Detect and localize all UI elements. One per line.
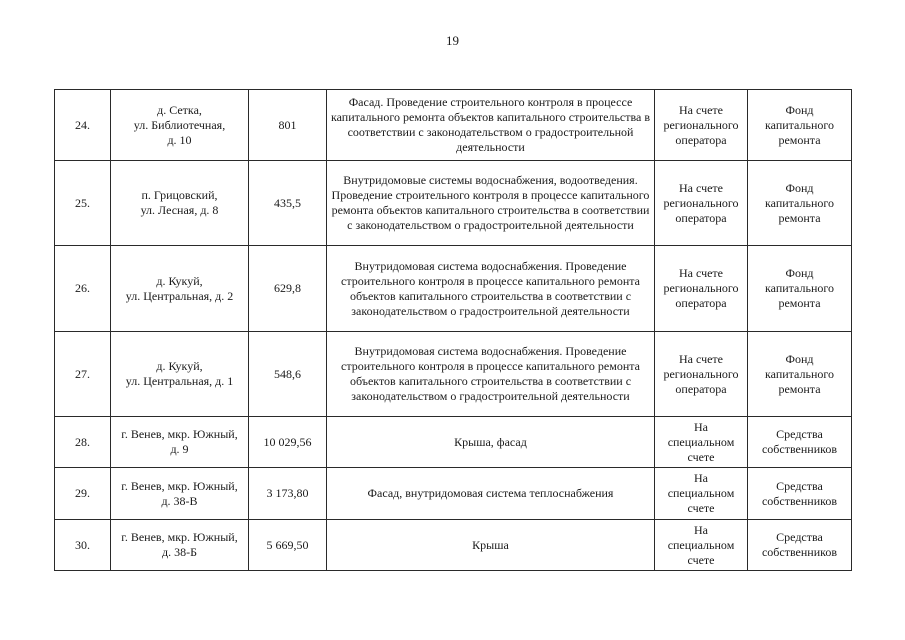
works-cell: Внутридомовые системы водоснабжения, водоотведения. Проведение строительного контроля в процессе капитального ремонта объектов капитального строительства в соответствии с законодательством о градостроительной деятельности <box>327 161 655 246</box>
row-number: 27. <box>55 332 111 417</box>
address-text: г. Венев, мкр. Южный, д. 9 <box>121 427 238 456</box>
area-cell: 10 029,56 <box>249 417 327 468</box>
account-cell <box>655 90 748 161</box>
row-number: 26. <box>55 246 111 332</box>
row-number: 30. <box>55 520 111 571</box>
address-text: г. Венев, мкр. Южный, д. 38-Б <box>121 530 238 559</box>
fund-cell <box>748 161 852 246</box>
account-cell <box>655 468 748 520</box>
account-text: На счете регионального оператора <box>663 351 739 396</box>
table-row <box>55 90 852 161</box>
account-text: На счете регионального оператора <box>663 266 739 310</box>
area-cell: 435,5 <box>249 161 327 246</box>
area-cell: 801 <box>249 90 327 161</box>
address-cell <box>111 417 249 468</box>
address-text: п. Грицовский, ул. Лесная, д. 8 <box>140 188 219 217</box>
fund-cell <box>748 468 852 520</box>
works-cell: Внутридомовая система водоснабжения. Проведение строительного контроля в процессе капитального ремонта объектов капитального строительства в соответствии с законодательством о градостроительной деятельности <box>327 332 655 417</box>
row-number: 29. <box>55 468 111 520</box>
account-text: На специальном счете <box>667 471 735 515</box>
row-number: 24. <box>55 90 111 161</box>
fund-cell <box>748 90 852 161</box>
account-cell <box>655 417 748 468</box>
table-row <box>55 246 852 332</box>
account-cell <box>655 520 748 571</box>
address-cell <box>111 90 249 161</box>
fund-text: Фонд капитального ремонта <box>765 266 834 310</box>
fund-cell <box>748 332 852 417</box>
account-text: На специальном счете <box>667 522 735 567</box>
table-row <box>55 417 852 468</box>
account-cell <box>655 246 748 332</box>
address-cell <box>111 332 249 417</box>
fund-text: Фонд капитального ремонта <box>765 102 834 147</box>
table-row <box>55 332 852 417</box>
table-row <box>55 161 852 246</box>
row-number: 25. <box>55 161 111 246</box>
address-text: д. Сетка, ул. Библиотечная, д. 10 <box>133 102 226 147</box>
address-text: г. Венев, мкр. Южный, д. 38-В <box>121 478 238 508</box>
fund-text: Средства собственников <box>761 478 838 508</box>
works-table <box>54 89 852 571</box>
area-cell: 548,6 <box>249 332 327 417</box>
address-cell <box>111 246 249 332</box>
account-cell <box>655 332 748 417</box>
fund-text: Фонд капитального ремонта <box>765 351 834 396</box>
address-cell <box>111 520 249 571</box>
table-row <box>55 520 852 571</box>
table-row <box>55 468 852 520</box>
works-cell: Фасад. Проведение строительного контроля в процессе капитального ремонта объектов капитального строительства в соответствии с законодательством о градостроительной деятельности <box>327 90 655 161</box>
account-cell <box>655 161 748 246</box>
address-cell <box>111 468 249 520</box>
fund-text: Средства собственников <box>761 530 838 559</box>
area-cell: 3 173,80 <box>249 468 327 520</box>
account-text: На специальном счете <box>667 419 735 464</box>
fund-cell <box>748 417 852 468</box>
page-number: 19 <box>446 33 459 48</box>
fund-text: Средства собственников <box>761 427 838 456</box>
fund-cell <box>748 246 852 332</box>
row-number: 28. <box>55 417 111 468</box>
works-cell: Крыша <box>327 520 655 571</box>
area-cell: 5 669,50 <box>249 520 327 571</box>
fund-cell <box>748 520 852 571</box>
address-text: д. Кукуй, ул. Центральная, д. 2 <box>125 273 234 303</box>
works-cell: Фасад, внутридомовая система теплоснабжения <box>327 468 655 520</box>
address-text: д. Кукуй, ул. Центральная, д. 1 <box>125 359 234 388</box>
works-cell: Крыша, фасад <box>327 417 655 468</box>
works-cell: Внутридомовая система водоснабжения. Проведение строительного контроля в процессе капитального ремонта объектов капитального строительства в соответствии с законодательством о градостроительной деятельности <box>327 246 655 332</box>
address-cell <box>111 161 249 246</box>
area-cell: 629,8 <box>249 246 327 332</box>
account-text: На счете регионального оператора <box>663 102 739 147</box>
account-text: На счете регионального оператора <box>663 180 739 225</box>
fund-text: Фонд капитального ремонта <box>765 180 834 225</box>
